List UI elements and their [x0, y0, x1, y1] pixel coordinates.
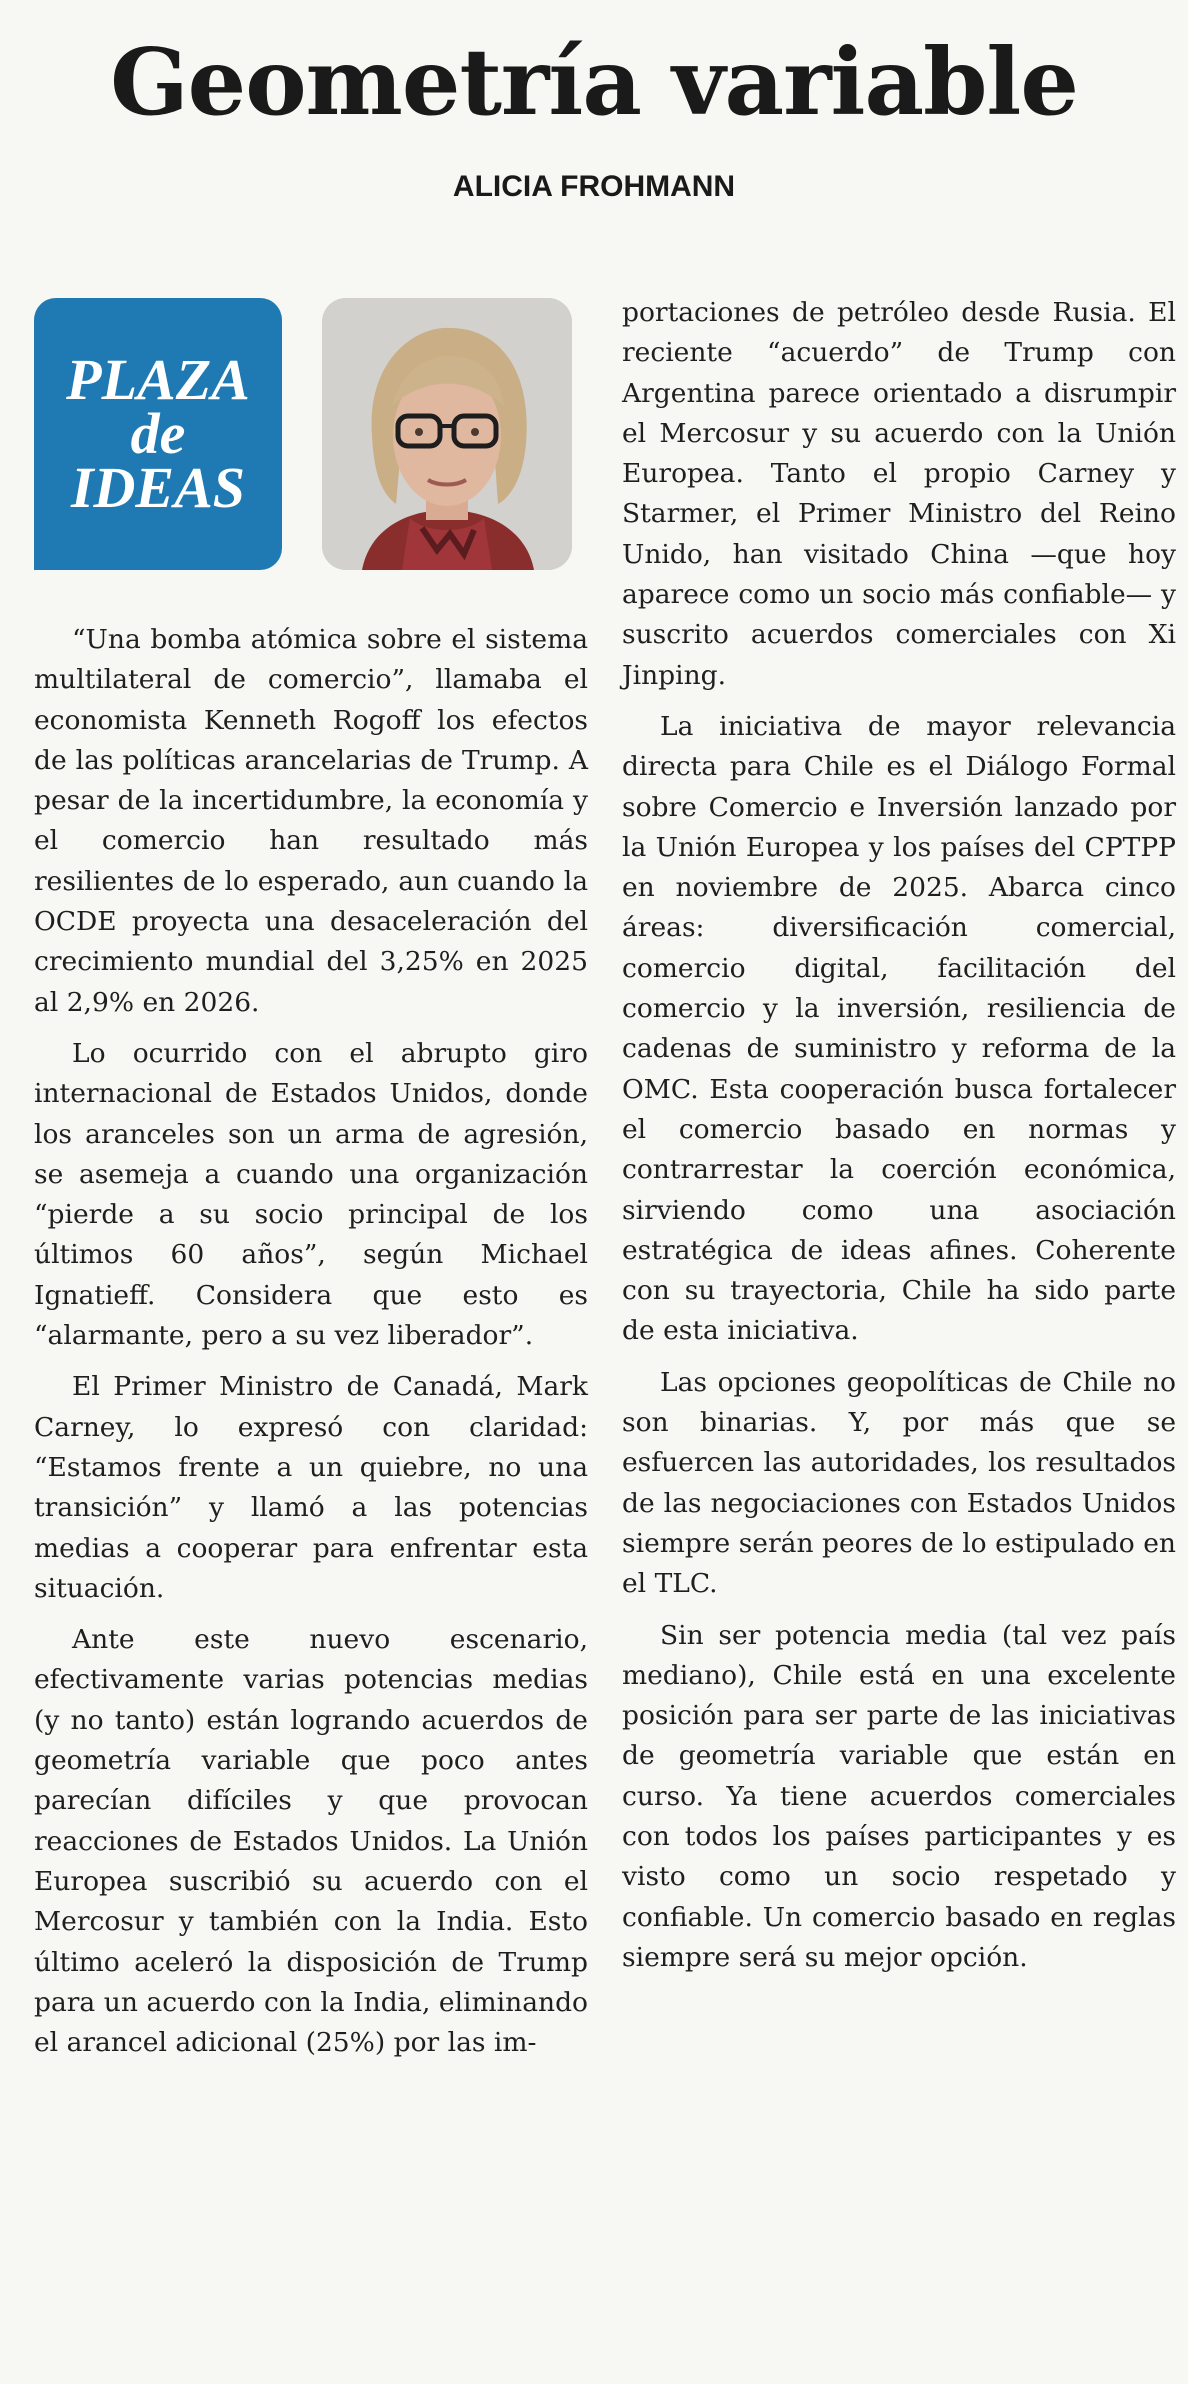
section-badge [34, 298, 282, 570]
author-portrait-icon [322, 298, 572, 570]
paragraph: Las opciones geopolíticas de Chile no son binarias. Y, por más que se esfuercen las autoridades, los resultados de las negociaciones con Estados Unidos siempre serán peores de lo estipulado en el TLC. [622, 1366, 1176, 1600]
section-badge-line: de [130, 401, 186, 466]
section-badge-line: PLAZA [66, 347, 250, 412]
paragraph: Ante este nuevo escenario, efectivamente varias potencias medias (y no tanto) están logrando acuerdos de geometría variable que poco antes parecían difíciles y que provocan reacciones de Estados Unidos. La Unión Europea suscribió su acuerdo con el Mercosur y también con la India. Esto último aceleró la disposición de Trump para un acuerdo con la India, eliminando el arancel adicional (25%) por las im- [34, 1624, 588, 2059]
article-column-left [34, 620, 588, 2074]
paragraph: La iniciativa de mayor relevancia directa para Chile es el Diálogo Formal sobre Comercio e Inversión lanzado por la Unión Europea y los países del CPTPP en noviembre de 2025. Abarca cinco áreas: diversificación comercial, comercio digital, facilitación del comercio y la inversión, resiliencia de cadenas de suministro y reforma de la OMC. Esta cooperación busca fortalecer el comercio basado en normas y contrarrestar la coerción económica, sirviendo como una asociación estratégica de ideas afines. Coherente con su trayectoria, Chile ha sido parte de esta iniciativa. [622, 710, 1176, 1347]
paragraph: Lo ocurrido con el abrupto giro internacional de Estados Unidos, donde los aranceles son un arma de agresión, se asemeja a cuando una organización “pierde a su socio principal de los últimos 60 años”, según Michael Ignatieff. Considera que esto es “alarmante, pero a su vez liberador”. [34, 1037, 588, 1352]
paragraph: “Una bomba atómica sobre el sistema multilateral de comercio”, llamaba el economista Kenneth Rogoff los efectos de las políticas arancelarias de Trump. A pesar de la incertidumbre, la economía y el comercio han resultado más resilientes de lo esperado, aun cuando la OCDE proyecta una desaceleración del crecimiento mundial del 3,25% en 2025 al 2,9% en 2026. [34, 624, 588, 1018]
paragraph: portaciones de petróleo desde Rusia. El reciente “acuerdo” de Trump con Argentina parece orientado a disrumpir el Mercosur y su acuerdo con la Unión Europea. Tanto el propio Carney y Starmer, el Primer Ministro del Reino Unido, han visitado China —que hoy aparece como un socio más confiable— y suscrito acuerdos comerciales con Xi Jinping. [622, 297, 1176, 691]
section-badge-line: IDEAS [70, 455, 246, 520]
paragraph: Sin ser potencia media (tal vez país mediano), Chile está en una excelente posición para ser parte de las iniciativas de geometría variable que están en curso. Ya tiene acuerdos comerciales con todos los países participantes y es visto como un socio respetado y confiable. Un comercio basado en reglas siempre será su mejor opción. [622, 1619, 1176, 1973]
paragraph: El Primer Ministro de Canadá, Mark Carney, lo expresó con claridad: “Estamos frente a un quiebre, no una transición” y llamó a las potencias medias a cooperar para enfrentar esta situación. [34, 1371, 588, 1604]
author-byline: ALICIA FROHMANN [452, 170, 736, 203]
headline: Geometría variable [110, 28, 1078, 136]
article-column-right [622, 293, 1176, 1989]
